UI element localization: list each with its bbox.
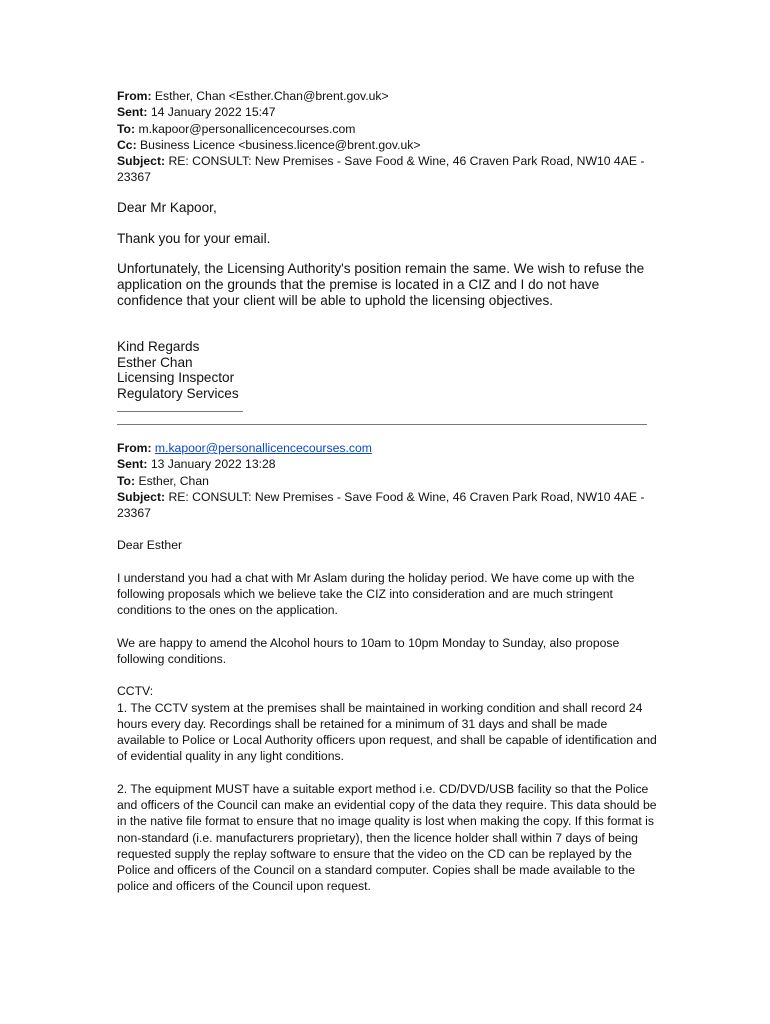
email1-subject: Subject: RE: CONSULT: New Premises - Save Food & Wine, 46 Craven Park Road, NW10 4AE - 23367	[117, 154, 645, 185]
email2-sent: Sent: 13 January 2022 13:28	[117, 457, 276, 472]
sig-dept: Regulatory Services	[117, 386, 239, 402]
email2-to: To: Esther, Chan	[117, 473, 209, 488]
cctv-item-1: 1. The CCTV system at the premises shall be maintained in working condition and shall record 24 hours every day. Recordings shall be retained for a minimum of 31 days and shall be made available to Police or Local Authority officers upon request, and shall be capable of identification and of evidential quality in any light conditions.	[117, 700, 657, 764]
email1-greeting: Dear Mr Kapoor,	[117, 199, 217, 215]
cctv-heading: CCTV:	[117, 684, 154, 699]
email1-from: From: Esther, Chan <Esther.Chan@brent.gov.uk>	[117, 89, 389, 103]
email2-from-link[interactable]: m.kapoor@personallicencecourses.com	[154, 440, 372, 455]
email1-para1: Thank you for your email.	[117, 230, 271, 246]
email1-para2: Unfortunately, the Licensing Authority's position remain the same. We wish to refuse the application on the grounds that the premise is located in a CIZ and I do not have confidence that your client will be able to uphold the licensing objectives.	[117, 261, 645, 308]
document-page	[117, 88, 657, 895]
email1-sent: Sent: 14 January 2022 15:47	[117, 105, 276, 120]
sig-name: Esther Chan	[117, 354, 193, 370]
cctv-item-2: 2. The equipment MUST have a suitable export method i.e. CD/DVD/USB facility so that the Police and officers of the Council can make an evidential copy of the data they require. This data should be in the native file format to ensure that no image quality is lost when making the copy. If this format is non-standard (i.e. manufacturers proprietary), then the licence holder shall within 7 days of being requested supply the replay software to ensure that the video on the CD can be replayed by the Police and officers of the Council on a standard computer. Copies shall be made available to the police and officers of the Council upon request.	[117, 781, 657, 894]
email2-para1: I understand you had a chat with Mr Aslam during the holiday period. We have come up with the following proposals which we believe take the CIZ into consideration and are much stringent conditions to the ones on the application.	[117, 570, 635, 618]
email1-to: To: m.kapoor@personallicencecourses.com	[117, 121, 356, 136]
email1-body	[117, 200, 657, 402]
email2-greeting: Dear Esther	[117, 538, 183, 553]
sig-title: Licensing Inspector	[117, 370, 235, 386]
email2-header	[117, 440, 657, 521]
sig-closing: Kind Regards	[117, 338, 200, 354]
email1-header	[117, 88, 657, 186]
email1-cc: Cc: Business Licence <business.licence@brent.gov.uk>	[117, 137, 421, 152]
email2-from: From: m.kapoor@personallicencecourses.com	[117, 440, 372, 455]
email1-signature	[117, 339, 657, 402]
email2-subject: Subject: RE: CONSULT: New Premises - Save Food & Wine, 46 Craven Park Road, NW10 4AE - 23367	[117, 489, 645, 521]
email-divider	[117, 424, 647, 425]
signature-rule	[117, 411, 243, 412]
email2-para2: We are happy to amend the Alcohol hours to 10am to 10pm Monday to Sunday, also propose following conditions.	[117, 635, 620, 666]
email2-body	[117, 537, 657, 894]
